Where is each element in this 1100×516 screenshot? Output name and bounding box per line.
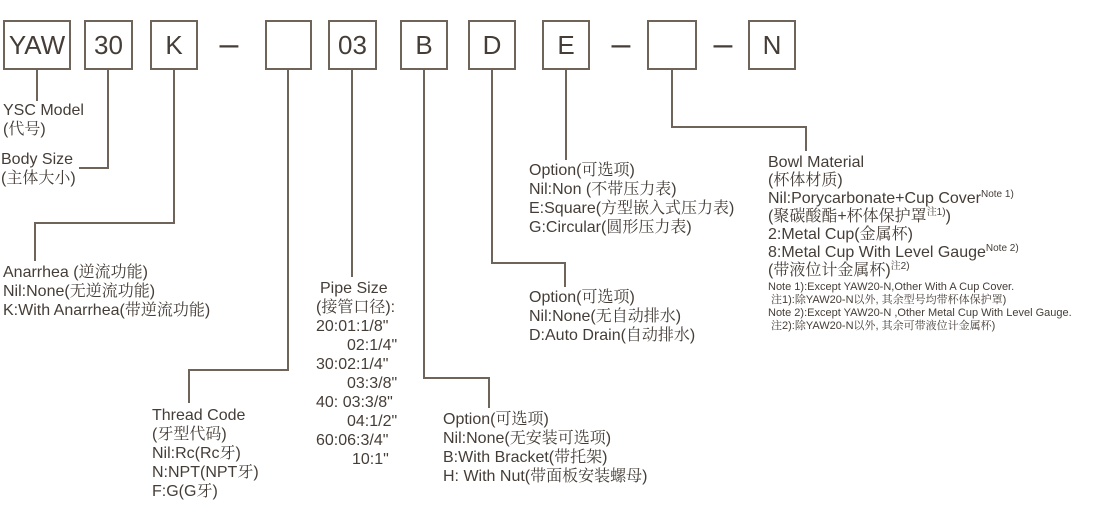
callout-title: Pipe Size (320, 280, 388, 297)
bowl-option-nil-text: Nil:Porycarbonate+Cup Cover (768, 190, 981, 207)
pipe-size-entry: 03:3/8" (347, 375, 398, 392)
bowl-option-metal: 2:Metal Cup(金属杯) (768, 226, 913, 243)
callout-line: F:G(G牙) (152, 483, 218, 500)
note-line: 注1):除YAW20-N以外, 其余型号均带杯体保护罩) (771, 294, 1007, 306)
bowl-option-level-cn-text: (带液位计金属杯) (768, 262, 891, 279)
callout-subtitle: (杯体材质) (768, 172, 843, 189)
pipe-size-entry: 20:01:1/8" (316, 318, 389, 335)
callout-title: Bowl Material (768, 154, 865, 171)
callout-line: Nil:Rc(Rc牙) (152, 445, 241, 462)
note-ref-1: Note 1) (981, 189, 1014, 200)
bowl-option-nil-cn-text: (聚碳酸酯+杯体保护罩 (768, 208, 927, 225)
callout-line: G:Circular(圆形压力表) (529, 219, 692, 236)
code-box-model: YAW (3, 20, 71, 70)
pipe-size-entry: 40: 03:3/8" (316, 394, 393, 411)
callout-line: Nil:Non (不带压力表) (529, 181, 677, 198)
connector-option-mounting (488, 377, 490, 408)
callout-ysc-model (3, 101, 84, 139)
bowl-option-level (768, 244, 1072, 262)
connector-option-gauge (565, 70, 567, 160)
callout-anarrhea (3, 263, 210, 320)
callout-line: (牙型代码) (152, 426, 227, 443)
callout-line: B:With Bracket(带托架) (443, 449, 608, 466)
pipe-size-entry: 60:06:3/4" (316, 432, 389, 449)
callout-line: (主体大小) (1, 170, 76, 187)
note-ref-2-cn: 注2) (890, 261, 910, 272)
callout-line: E:Square(方型嵌入式压力表) (529, 200, 735, 217)
callout-line: Anarrhea (逆流功能) (3, 264, 148, 281)
callout-line: Nil:None(无逆流功能) (3, 283, 156, 300)
callout-option-mounting (443, 410, 647, 486)
code-box-bowl-material (647, 20, 697, 70)
callout-line: K:With Anarrhea(带逆流功能) (3, 302, 211, 319)
callout-line: Option(可选项) (529, 162, 635, 179)
connector-model (36, 70, 38, 101)
connector-option-drain (564, 262, 566, 287)
code-box-body-size: 30 (84, 20, 133, 70)
connector-anarrhea (34, 222, 36, 261)
connector-option-mounting (423, 70, 425, 379)
code-box-suffix-n: N (748, 20, 796, 70)
bowl-option-nil-cn-end: ) (945, 208, 951, 225)
code-box-thread-code (265, 20, 312, 70)
connector-bowl-material (671, 126, 807, 128)
connector-option-drain (491, 70, 493, 264)
connector-anarrhea (34, 222, 175, 224)
callout-line: Option(可选项) (443, 411, 549, 428)
callout-line: Nil:None(无安装可选项) (443, 430, 612, 447)
callout-line: Thread Code (152, 407, 246, 424)
code-box-option-mounting: B (400, 20, 448, 70)
connector-option-drain (491, 262, 566, 264)
callout-line: H: With Nut(带面板安装螺母) (443, 468, 648, 485)
code-box-pipe-size: 03 (328, 20, 377, 70)
note-line: Note 1):Except YAW20-N,Other With A Cup Cover. (768, 281, 1015, 293)
pipe-size-entry: 04:1/2" (347, 413, 398, 430)
code-separator-dash: – (219, 24, 239, 63)
note-line: Note 2):Except YAW20-N ,Other Metal Cup With Level Gauge. (768, 307, 1072, 319)
callout-line: (代号) (3, 121, 46, 138)
connector-pipe-size (351, 70, 353, 277)
pipe-size-entry: 30:02:1/4" (316, 356, 389, 373)
connector-thread-code (188, 369, 190, 403)
callout-thread-code (152, 406, 259, 501)
callout-bowl-material (768, 154, 1072, 333)
callout-line: Body Size (1, 151, 74, 168)
connector-bowl-material (671, 70, 673, 128)
bowl-option-nil (768, 190, 1072, 208)
code-box-option-gauge: E (542, 20, 590, 70)
callout-line: D:Auto Drain(自动排水) (529, 327, 696, 344)
bowl-material-notes (768, 281, 1072, 333)
connector-thread-code (287, 70, 289, 371)
connector-anarrhea (173, 70, 175, 224)
code-separator-dash: – (713, 24, 733, 63)
callout-subtitle: (接管口径): (316, 299, 396, 316)
note-ref-2: Note 2) (985, 243, 1019, 254)
callout-line: YSC Model (3, 102, 84, 119)
connector-option-mounting (423, 377, 490, 379)
code-box-anarrhea: K (150, 20, 198, 70)
pipe-size-entry: 02:1/4" (347, 337, 398, 354)
connector-bowl-material (805, 126, 807, 151)
callout-line: N:NPT(NPT牙) (152, 464, 259, 481)
bowl-option-nil-cn (768, 208, 1072, 226)
code-separator-dash: – (611, 24, 631, 63)
callout-line: Nil:None(无自动排水) (529, 308, 682, 325)
callout-body-size (1, 150, 76, 188)
pipe-size-entry: 10:1" (352, 451, 389, 468)
connector-thread-code (188, 369, 289, 371)
code-box-option-drain: D (468, 20, 516, 70)
bowl-option-level-text: 8:Metal Cup With Level Gauge (768, 244, 986, 261)
callout-line: Option(可选项) (529, 289, 635, 306)
connector-body-size (107, 70, 109, 169)
connector-body-size (79, 167, 109, 169)
note-line: 注2):除YAW20-N以外, 其余可带液位计金属杯) (771, 320, 996, 332)
callout-option-gauge (529, 161, 734, 237)
callout-option-drain (529, 288, 695, 345)
note-ref-1-cn: 注1) (926, 207, 946, 218)
callout-pipe-size (316, 279, 397, 469)
bowl-option-level-cn (768, 262, 1072, 280)
